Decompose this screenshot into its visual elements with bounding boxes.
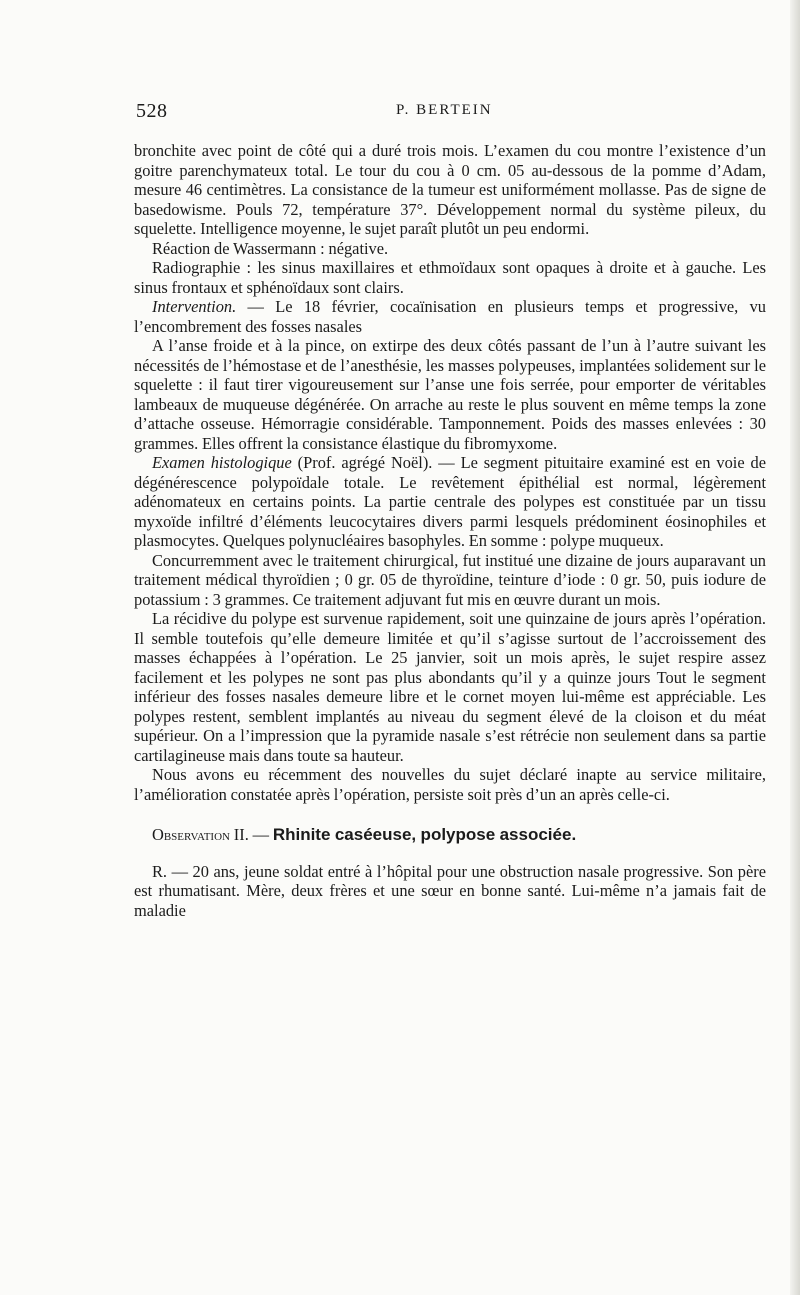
- paragraph-intervention: [134, 297, 766, 336]
- paragraph-histology: [134, 453, 766, 551]
- intervention-text: — Le 18 février, cocaïnisation en plusieurs temps et progressive, vu l’encombrement des fosses nasales: [134, 297, 766, 336]
- intervention-label: Intervention.: [152, 297, 237, 316]
- page-number: 528: [136, 100, 168, 122]
- paragraph-treatment: Concurremment avec le traitement chirurgical, fut institué une dizaine de jours auparavant un traitement médical thyroïdien ; 0 gr. 05 de thyroïdine, teinture d’iode : 0 gr. 50, puis iodure de potassium : 3 grammes. Ce traitement adjuvant fut mis en œuvre durant un mois.: [134, 550, 766, 609]
- paragraph-wassermann: Réaction de Wassermann : négative.: [152, 238, 389, 258]
- body-text: [134, 141, 766, 920]
- section-label: Observation II.: [152, 825, 249, 844]
- page-edge-shadow: [790, 0, 800, 1295]
- paragraph-exam: bronchite avec point de côté qui a duré trois mois. L’examen du cou montre l’existence d’un goitre parenchymateux total. Le tour du cou à 0 cm. 05 au-dessous de la pomme d’Adam, mesure 46 centimètres. La consistance de la tumeur est uniformément mollasse. Pas de signe de basedowisme. Pouls 72, température 37°. Développement normal du système pileux, du squelette. Intelligence moyenne, le sujet paraît plutôt un peu endormi.: [134, 141, 766, 238]
- section-heading: [134, 825, 766, 845]
- paragraph-recurrence: La récidive du polype est survenue rapidement, soit une quinzaine de jours après l’opération. Il semble toutefois qu’elle demeure limitée et qu’il s’agisse surtout de l’accroissement des masses échappées à l’opération. Le 25 janvier, soit un mois après, le sujet respire assez facilement et les polypes ne sont pas plus abondants qu’il y a quinze jours Tout le segment inférieur des fosses nasales demeure libre et le cornet moyen lui-même est appréciable. Les polypes restent, semblent implantés au niveau du segment élevé de la cloison et du méat supérieur. On a l’impression que la pyramide nasale s’est rétrécie non seulement dans sa partie cartilagineuse mais dans toute sa hauteur.: [134, 609, 766, 765]
- histology-label: Examen histologique: [152, 453, 292, 472]
- paragraph-radiographie: Radiographie : les sinus maxillaires et ethmoïdaux sont opaques à droite et à gauche. Les sinus frontaux et sphénoïdaux sont clairs.: [134, 258, 766, 297]
- running-head: P. BERTEIN: [396, 102, 493, 118]
- section-dash: —: [248, 825, 273, 844]
- histology-text: (Prof. agrégé Noël). — Le segment pituitaire examiné est en voie de dégénérescence polypoïdale totale. Le revêtement épithélial est normal, légèrement adénomateux en certains points. La partie centrale des polypes est constituée par un tissu myxoïde infiltré d’éléments leucocytaires divers parmi lesquels prédominent éosinophiles et plasmocytes. Quelques polynucléaires basophyles. En somme : polype muqueux.: [134, 453, 766, 550]
- paragraph-procedure: A l’anse froide et à la pince, on extirpe des deux côtés passant de l’un à l’autre suivant les nécessités de l’hémostase et de l’anesthésie, les masses polypeuses, implantées solidement sur le squelette : il faut tirer vigoureusement sur l’anse une fois serrée, pour emporter de véritables lambeaux de muqueuse dégénérée. On arrache au reste le plus souvent en même temps la zone d’attache osseuse. Hémorragie considérable. Tamponnement. Poids des masses enlevées : 30 grammes. Elles offrent la consistance élastique du fibromyxome.: [134, 336, 766, 453]
- paragraph-case-r: R. — 20 ans, jeune soldat entré à l’hôpital pour une obstruction nasale progressive. Son père est rhumatisant. Mère, deux frères et une sœur en bonne santé. Lui-même n’a jamais fait de maladie: [134, 861, 766, 920]
- page-header: [136, 100, 766, 124]
- section-title: Rhinite caséeuse, polypose associée.: [272, 825, 577, 844]
- paragraph-followup: Nous avons eu récemment des nouvelles du sujet déclaré inapte au service militaire, l’amélioration constatée après l’opération, persiste soit près d’un an après celle-ci.: [134, 765, 766, 804]
